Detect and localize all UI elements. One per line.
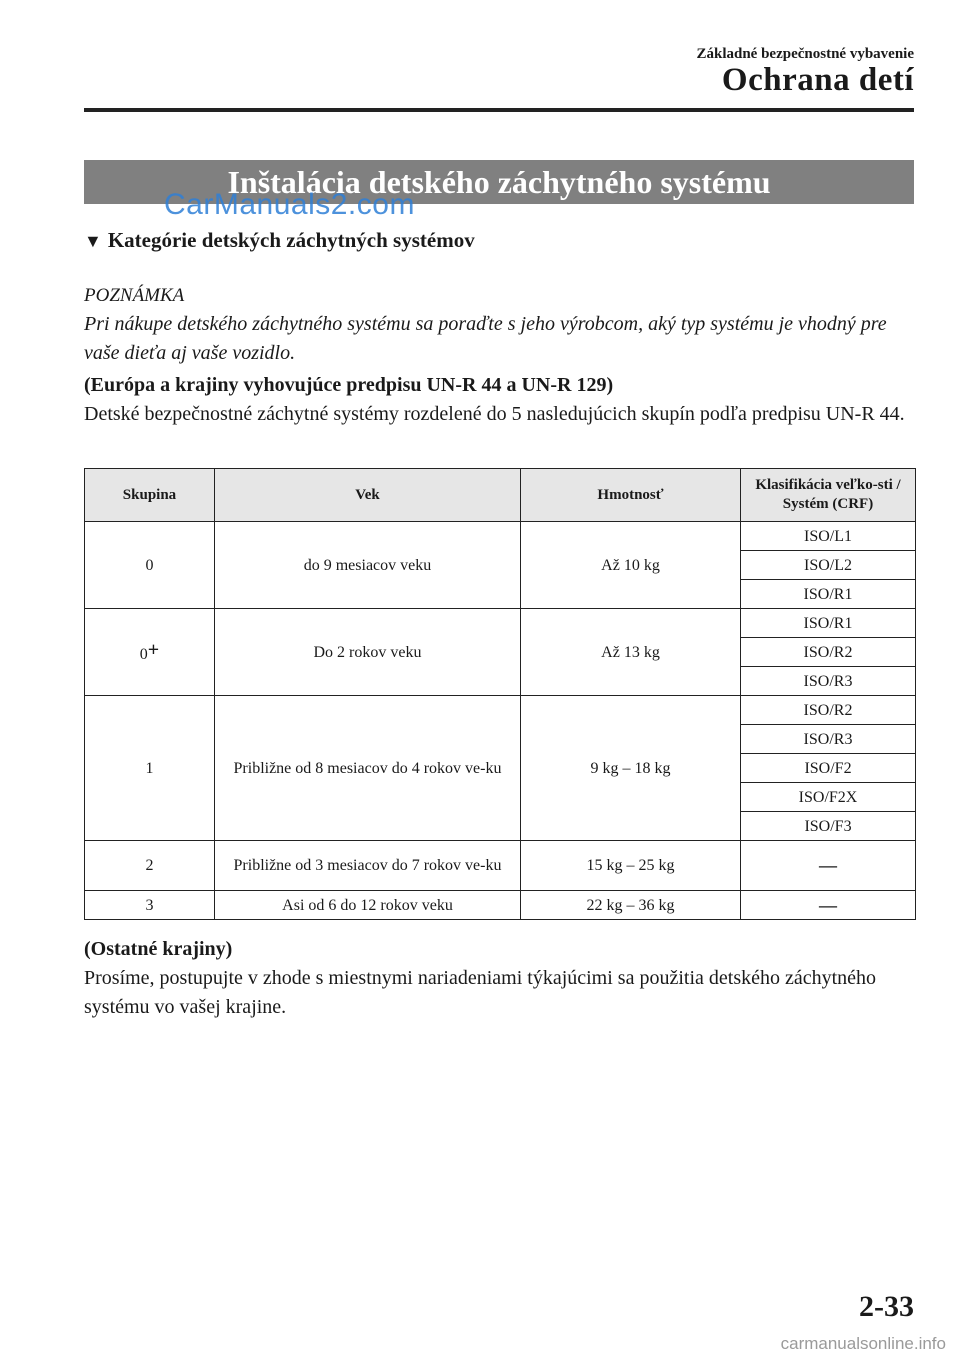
cell-age: do 9 mesiacov veku — [215, 522, 521, 609]
cell-group: 1 — [85, 696, 215, 841]
cell-group: 2 — [85, 841, 215, 891]
note-text: Pri nákupe detského záchytného systému sa poraďte s jeho výrobcom, aký typ systému je vhodný pre vaše dieťa aj vaše vozidlo. — [84, 313, 887, 364]
table-row — [85, 891, 916, 920]
europe-text: Detské bezpečnostné záchytné systémy rozdelené do 5 nasledujúcich skupín podľa predpisu UN-R 44. — [84, 403, 905, 425]
cell-class: ISO/L2 — [741, 551, 916, 580]
running-header-chapter: Ochrana detí — [721, 62, 914, 98]
cell-weight: 15 kg – 25 kg — [521, 841, 741, 891]
cell-class: ISO/L1 — [741, 522, 916, 551]
triangle-down-icon: ▼ — [84, 231, 102, 251]
other-countries-text: Prosíme, postupujte v zhode s miestnymi nariadeniami týkajúcimi sa použitia detského záchytného systému vo vašej krajine. — [84, 967, 877, 1018]
cell-age: Asi od 6 do 12 rokov veku — [215, 891, 521, 920]
cell-weight: 22 kg – 36 kg — [521, 891, 741, 920]
table-header-row — [85, 469, 916, 522]
cell-class: ISO/F2X — [741, 783, 916, 812]
cell-class: ISO/R2 — [741, 638, 916, 667]
cell-class: ISO/R3 — [741, 725, 916, 754]
cell-weight: 9 kg – 18 kg — [521, 696, 741, 841]
cell-class: ISO/R3 — [741, 667, 916, 696]
cell-class: ISO/R1 — [741, 609, 916, 638]
page-number: 2-33 — [859, 1290, 914, 1323]
header-age: Vek — [215, 469, 521, 522]
footer-site-link[interactable]: carmanualsonline.info — [780, 1334, 946, 1353]
section-banner: Inštalácia detského záchytného systému — [84, 160, 914, 204]
cell-weight: Až 13 kg — [521, 609, 741, 696]
cell-group — [85, 609, 215, 696]
cell-age: Približne od 3 mesiacov do 7 rokov ve-ku — [215, 841, 521, 891]
table-row — [85, 841, 916, 891]
other-countries-heading: (Ostatné krajiny) — [84, 938, 233, 960]
note-title: POZNÁMKA — [84, 285, 185, 306]
cell-group: 3 — [85, 891, 215, 920]
cell-group-number: 0 — [139, 645, 148, 663]
cell-class: ISO/R1 — [741, 580, 916, 609]
table-row — [85, 609, 916, 638]
cell-class: ISO/F2 — [741, 754, 916, 783]
cell-group: 0 — [85, 522, 215, 609]
running-header-section: Základné bezpečnostné vybavenie — [696, 46, 914, 62]
cell-class: — — [741, 841, 916, 891]
crs-category-table — [84, 468, 916, 920]
header-class: Klasifikácia veľko-sti / Systém (CRF) — [741, 469, 916, 522]
table-row — [85, 522, 916, 551]
header-divider — [84, 108, 914, 112]
crs-table-wrapper — [84, 468, 915, 920]
cell-class: ISO/F3 — [741, 812, 916, 841]
subsection-heading — [84, 228, 475, 253]
header-group: Skupina — [85, 469, 215, 522]
table-row — [85, 696, 916, 725]
cell-age: Približne od 8 mesiacov do 4 rokov ve-ku — [215, 696, 521, 841]
cell-class: ISO/R2 — [741, 696, 916, 725]
subsection-heading-text: Kategórie detských záchytných systémov — [107, 228, 475, 252]
header-weight: Hmotnosť — [521, 469, 741, 522]
europe-heading: (Európa a krajiny vyhovujúce predpisu UN-R 44 a UN-R 129) — [84, 374, 614, 396]
cell-weight: Až 10 kg — [521, 522, 741, 609]
cell-age: Do 2 rokov veku — [215, 609, 521, 696]
plus-icon: + — [147, 638, 160, 661]
watermark-text: CarManuals2.com — [164, 188, 415, 221]
cell-class: — — [741, 891, 916, 920]
